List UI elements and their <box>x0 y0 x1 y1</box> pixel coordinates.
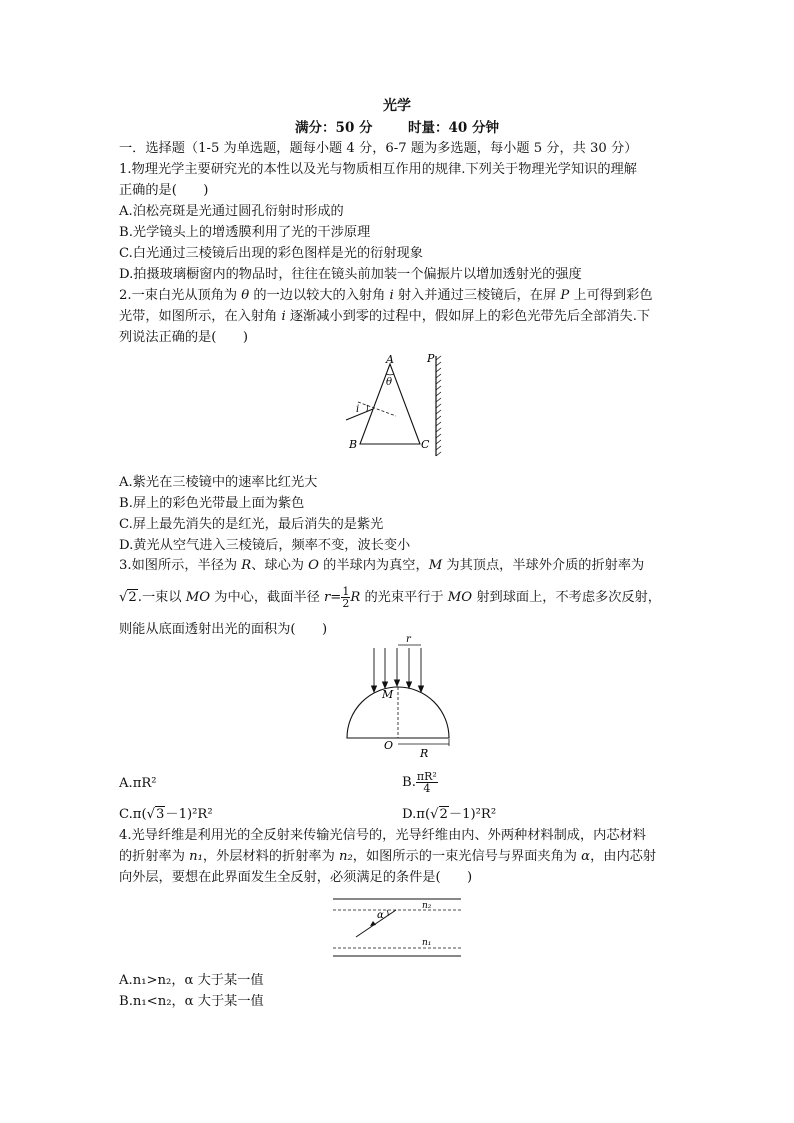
label-R: R <box>420 747 429 760</box>
q2-text: 逐渐减小到零的过程中，假如屏上的彩色光带先后全部消失.下 <box>285 309 651 324</box>
sqrt-radicand: 3 <box>156 807 165 822</box>
option-b-denominator: 4 <box>423 782 431 795</box>
q3-text: 的半球内为真空， <box>318 558 429 573</box>
sqrt-sign: √ <box>119 590 128 605</box>
q3-text: 的光束平行于 <box>360 590 448 605</box>
q3-text: 为中心，截面半径 <box>210 590 324 605</box>
q3-text: .一束以 <box>137 590 186 605</box>
fraction-half <box>341 586 350 609</box>
q2-stem-line1 <box>119 286 653 305</box>
normal-dashed <box>358 402 396 416</box>
O-symbol: O <box>308 558 319 573</box>
q4-option-a: A.n₁>n₂，α 大于某一值 <box>119 973 264 988</box>
option-b-prefix: B. <box>402 775 416 790</box>
fiber-figure <box>330 894 464 960</box>
q4-option-b: B.n₁<n₂，α 大于某一值 <box>119 994 264 1009</box>
sqrt-sign: √ <box>146 807 156 822</box>
q2-stem-line3: 列说法正确的是( ) <box>119 330 248 345</box>
theta-symbol: θ <box>241 288 250 303</box>
exam-info <box>0 119 794 138</box>
q1-option-c: C.白光通过三棱镜后出现的彩色图样是光的衍射现象 <box>119 246 423 261</box>
label-i: i <box>356 404 360 415</box>
q4-stem-line2 <box>119 847 656 866</box>
q3-text: 3.如图所示，半径为 <box>119 558 242 573</box>
option-b-numerator: πR² <box>416 770 437 783</box>
label-r: r <box>406 636 411 645</box>
option-d-part: －1)²R² <box>448 807 497 822</box>
q2-option-b: B.屏上的彩色光带最上面为紫色 <box>119 496 305 511</box>
q4-text: ，外层材料的折射率为 <box>202 849 339 864</box>
label-n1: n₁ <box>422 938 432 948</box>
R-symbol: R <box>241 558 252 573</box>
equals-sign: = <box>330 590 342 605</box>
option-d-part: D.π( <box>402 807 431 822</box>
label-theta: θ <box>386 377 393 388</box>
q2-option-c: C.屏上最先消失的是红光，最后消失的是紫光 <box>119 517 384 532</box>
q4-text: 的折射率为 <box>119 849 190 864</box>
label-C: C <box>421 438 430 451</box>
n1-symbol: n₁ <box>189 849 203 864</box>
section-heading: 一．选择题（1-5 为单选题，题每小题 4 分，6-7 题为多选题，每小题 5 分，共 30 分） <box>119 141 638 156</box>
q4-stem-line1: 4.光导纤维是利用光的全反射来传输光信号的，光导纤维由内、外两种材料制成，内芯材料 <box>119 828 646 843</box>
incident-ray <box>346 409 373 420</box>
label-B: B <box>349 438 358 451</box>
sqrt-radicand: 2 <box>439 807 448 822</box>
fraction-numerator: 1 <box>342 585 350 598</box>
i-symbol: i <box>389 288 394 303</box>
q2-text: 射入并通过三棱镜后，在屏 <box>393 288 561 303</box>
R-symbol: R <box>350 590 361 605</box>
q2-option-d: D.黄光从空气进入三棱镜后，频率不变，波长变小 <box>119 538 411 553</box>
q3-text: 、球心为 <box>251 558 309 573</box>
q3-option-a: A.πR² <box>119 776 157 791</box>
q2-text: 2.一束白光从顶角为 <box>119 288 242 303</box>
q1-option-b: B.光学镜头上的增透膜利用了光的干涉原理 <box>119 225 371 240</box>
q3-stem-line3: 则能从底面透射出光的面积为( ) <box>119 622 328 637</box>
r-symbol: r <box>323 590 331 605</box>
q4-stem-line3: 向外层，要想在此界面发生全反射，必须满足的条件是( ) <box>119 870 473 885</box>
time-limit: 时量：40 分钟 <box>407 120 499 136</box>
option-c-part: C.π( <box>119 807 147 822</box>
hemisphere-figure <box>340 636 460 762</box>
q1-option-a: A.泊松亮斑是光通过圆孔衍射时形成的 <box>119 204 344 219</box>
sqrt-sign: √ <box>430 807 439 822</box>
q3-stem-line1 <box>119 556 644 575</box>
angle-arc-theta <box>386 374 394 375</box>
n2-symbol: n₂ <box>339 849 353 864</box>
option-c-part: －1)²R² <box>165 807 213 822</box>
i-symbol: i <box>281 309 286 324</box>
q3-text: 为其顶点，半球外介质的折射率为 <box>442 558 645 573</box>
q3-option-c <box>119 805 213 824</box>
label-O: O <box>384 739 394 752</box>
light-ray <box>356 910 396 937</box>
MO-symbol: MO <box>185 590 211 605</box>
q3-option-d <box>402 805 496 824</box>
q1-stem-line1: 1.物理光学主要研究光的本性以及光与物质相互作用的规律.下列关于物理光学知识的理解 <box>119 162 637 177</box>
q3-option-b <box>402 768 438 798</box>
MO-symbol: MO <box>447 590 473 605</box>
q2-text: 上可得到彩色 <box>569 288 653 303</box>
page-title: 光学 <box>383 98 411 114</box>
ray-arrow-icon <box>370 921 376 926</box>
q4-text: ，由内芯射 <box>590 849 657 864</box>
p-symbol: P <box>560 288 570 303</box>
q1-option-d: D.拍摄玻璃橱窗内的物品时，往往在镜头前加装一个偏振片以增加透射光的强度 <box>119 267 582 282</box>
q2-text: 光带，如图所示，在入射角 <box>119 309 282 324</box>
q1-stem-line2: 正确的是( ) <box>119 183 209 198</box>
q4-text: ，如图所示的一束光信号与界面夹角为 <box>352 849 582 864</box>
q3-stem-line2 <box>119 586 661 610</box>
prism-figure <box>340 352 450 460</box>
q2-stem-line2 <box>119 307 650 326</box>
M-symbol: M <box>428 558 443 573</box>
sqrt-radicand: 2 <box>128 590 137 605</box>
fraction-denominator: 2 <box>342 597 350 610</box>
label-A: A <box>386 353 394 366</box>
label-P: P <box>427 352 435 365</box>
prism-triangle <box>360 364 420 444</box>
label-alpha: α <box>377 910 384 921</box>
label-n2: n₂ <box>422 901 432 911</box>
option-b-fraction <box>416 771 438 794</box>
q2-text: 的一边以较大的入射角 <box>249 288 390 303</box>
full-score: 满分：50 分 <box>295 120 373 136</box>
label-M: M <box>382 688 394 701</box>
q2-option-a: A.紫光在三棱镜中的速率比红光大 <box>119 475 318 490</box>
alpha-symbol: α <box>581 849 591 864</box>
q3-text: 射到球面上，不考虑多次反射， <box>472 590 661 605</box>
